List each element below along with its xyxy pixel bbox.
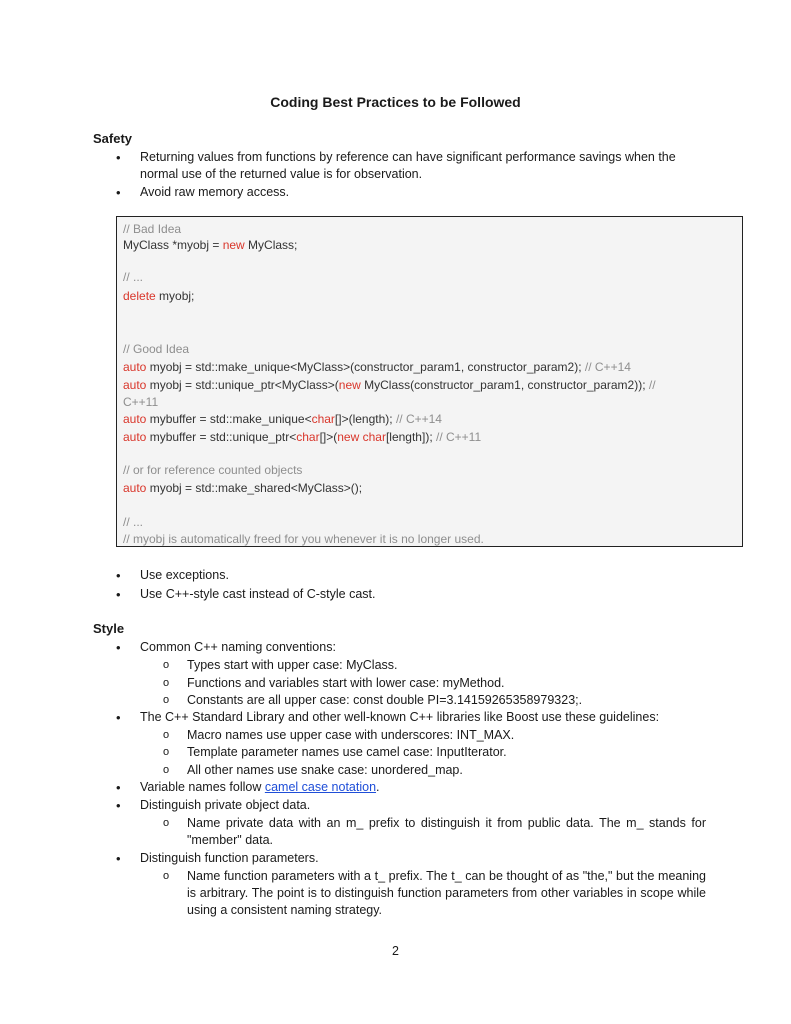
sub-list-item-text: Constants are all upper case: const double PI=3.14159265358979323;. — [187, 693, 583, 707]
code-line — [123, 480, 362, 496]
code-keyword: new — [338, 378, 361, 392]
code-keyword: auto — [123, 430, 147, 444]
code-line — [123, 288, 194, 304]
bullet-icon: • — [116, 710, 121, 725]
list-item-text: Avoid raw memory access. — [140, 185, 290, 199]
code-line — [123, 237, 297, 253]
sub-bullet-icon: o — [163, 817, 170, 829]
code-comment: // or for reference counted objects — [123, 463, 303, 477]
code-comment: // — [648, 378, 656, 392]
sub-bullet-icon: o — [163, 677, 170, 689]
bullet-icon: • — [116, 150, 121, 165]
code-text: myobj = std::unique_ptr<MyClass>( — [146, 378, 339, 392]
code-line — [123, 411, 442, 427]
bullet-icon: • — [116, 780, 121, 795]
code-keyword: new — [337, 430, 360, 444]
code-keyword: char — [296, 430, 320, 444]
code-keyword: char — [362, 430, 386, 444]
code-text: mybuffer = std::make_unique< — [146, 412, 312, 426]
code-line — [123, 269, 143, 285]
code-block — [116, 216, 743, 547]
sub-list-item — [163, 692, 706, 709]
code-line — [123, 394, 158, 410]
code-keyword: new — [222, 238, 245, 252]
sub-list-item-text: All other names use snake case: unordered_map. — [187, 763, 463, 777]
code-comment: // myobj is automatically freed for you whenever it is no longer used. — [123, 532, 484, 546]
code-line — [123, 377, 656, 393]
code-line — [123, 462, 302, 478]
bullet-icon: • — [116, 851, 121, 866]
code-text: mybuffer = std::unique_ptr< — [146, 430, 297, 444]
sub-bullet-icon: o — [163, 694, 170, 706]
code-keyword: auto — [123, 378, 147, 392]
sub-list-item — [163, 727, 706, 744]
list-item — [116, 709, 706, 726]
code-text: [length]); — [385, 430, 436, 444]
sub-list-item-text: Template parameter names use camel case: InputIterator. — [187, 745, 507, 759]
code-line — [123, 359, 631, 375]
section-heading-style: Style — [93, 621, 125, 636]
list-item-text: Returning values from functions by reference can have significant performance savings when the normal use of the returned value is for observation. — [140, 150, 676, 181]
sub-bullet-icon: o — [163, 659, 170, 671]
sub-list-item — [163, 815, 706, 849]
list-item-text: Use C++-style cast instead of C-style cast. — [140, 587, 376, 601]
code-text: MyClass *myobj = — [123, 238, 223, 252]
code-line — [123, 514, 143, 530]
list-item — [116, 149, 706, 183]
sub-list-item-text: Types start with upper case: MyClass. — [187, 658, 398, 672]
code-keyword: auto — [123, 481, 147, 495]
list-item-text: Distinguish private object data. — [140, 798, 311, 812]
bullet-icon: • — [116, 185, 121, 200]
code-comment: // Bad Idea — [123, 222, 182, 236]
code-line — [123, 221, 181, 237]
code-comment: // C++14 — [584, 360, 631, 374]
code-comment: // C++14 — [395, 412, 442, 426]
code-comment: C++11 — [123, 395, 159, 409]
list-item-text-post: . — [376, 780, 380, 794]
code-line — [123, 429, 481, 445]
list-item-text: Distinguish function parameters. — [140, 851, 319, 865]
code-keyword: delete — [123, 289, 156, 303]
bullet-icon: • — [116, 568, 121, 583]
list-item-text-pre: Variable names follow — [140, 780, 265, 794]
sub-bullet-icon: o — [163, 746, 170, 758]
code-text: myobj = std::make_shared<MyClass>(); — [146, 481, 363, 495]
sub-list-item — [163, 762, 706, 779]
code-text: myobj = std::make_unique<MyClass>(constructor_param1, constructor_param2); — [146, 360, 585, 374]
code-text: []>( — [319, 430, 338, 444]
bullet-icon: • — [116, 587, 121, 602]
code-text: MyClass(constructor_param1, constructor_param2)); — [360, 378, 649, 392]
list-item — [116, 567, 706, 584]
code-text: myobj; — [155, 289, 195, 303]
section-heading-safety: Safety — [93, 131, 133, 146]
sub-list-item — [163, 675, 706, 692]
list-item — [116, 184, 706, 201]
list-item — [116, 639, 706, 656]
code-comment: // Good Idea — [123, 342, 190, 356]
code-line — [123, 341, 189, 357]
list-item — [116, 850, 706, 867]
code-keyword: auto — [123, 412, 147, 426]
code-line — [123, 531, 484, 547]
list-item — [116, 779, 706, 796]
bullet-icon: • — [116, 640, 121, 655]
code-comment: // ... — [123, 515, 144, 529]
sub-list-item — [163, 868, 706, 919]
code-comment: // C++11 — [435, 430, 482, 444]
list-item-text: The C++ Standard Library and other well-known C++ libraries like Boost use these guidelines: — [140, 710, 660, 724]
page-number: 2 — [392, 944, 399, 958]
bullet-icon: • — [116, 798, 121, 813]
sub-bullet-icon: o — [163, 870, 170, 882]
code-text: MyClass; — [244, 238, 298, 252]
code-comment: // ... — [123, 270, 144, 284]
sub-list-item-text: Name function parameters with a t_ prefix. The t_ can be thought of as "the," but the meaning is arbitrary. The point is to distinguish function parameters from other variables in scope while using a consistent naming strategy. — [187, 869, 706, 917]
sub-list-item-text: Macro names use upper case with underscores: INT_MAX. — [187, 728, 515, 742]
sub-list-item-text: Functions and variables start with lower case: myMethod. — [187, 676, 505, 690]
page-title: Coding Best Practices to be Followed — [270, 94, 521, 110]
sub-list-item — [163, 744, 706, 761]
list-item-text — [140, 779, 706, 796]
list-item — [116, 797, 706, 814]
code-keyword: auto — [123, 360, 147, 374]
camel-case-notation-link[interactable]: camel case notation — [264, 780, 377, 794]
code-text: []>(length); — [334, 412, 396, 426]
list-item-text: Use exceptions. — [140, 568, 229, 582]
sub-list-item — [163, 657, 706, 674]
list-item-text: Common C++ naming conventions: — [140, 640, 336, 654]
sub-list-item-text: Name private data with an m_ prefix to distinguish it from public data. The m_ stands for "member" data. — [187, 816, 706, 847]
list-item — [116, 586, 706, 603]
sub-bullet-icon: o — [163, 764, 170, 776]
sub-bullet-icon: o — [163, 729, 170, 741]
code-keyword: char — [311, 412, 335, 426]
